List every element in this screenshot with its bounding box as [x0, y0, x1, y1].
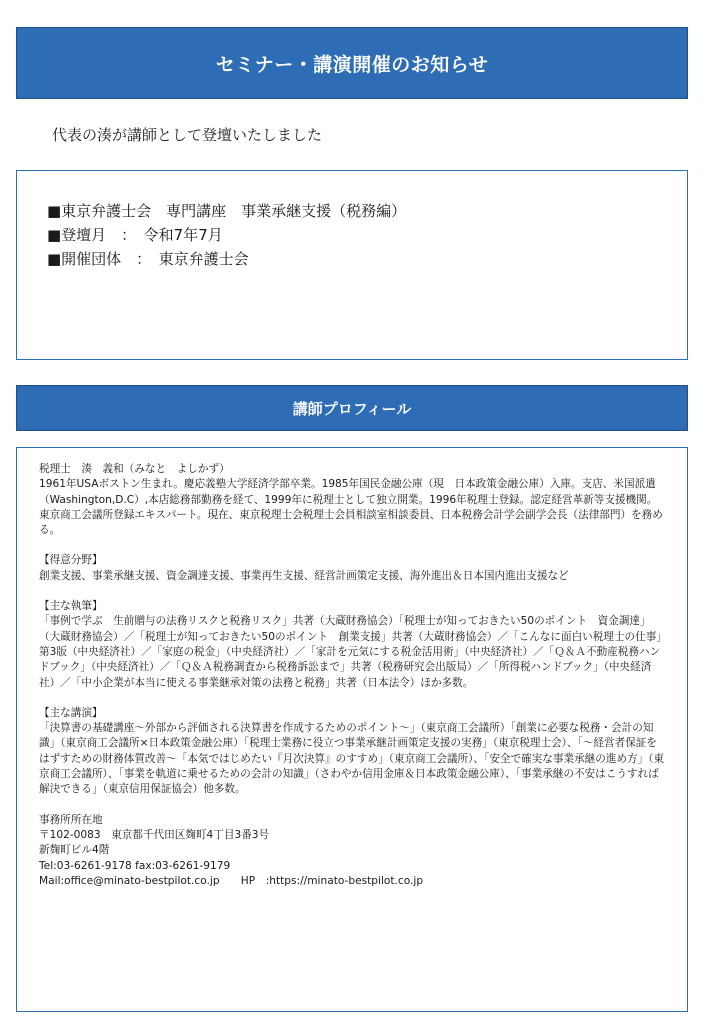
office-contact-links[interactable]: Mail:office@minato-bestpilot.co.jp HP :https://minato-bestpilot.co.jp: [39, 874, 424, 887]
lectures-heading: 【主な講演】: [39, 706, 103, 719]
seminar-organizer-line: ■開催団体 ： 東京弁護士会: [47, 250, 249, 268]
office-address: 〒102-0083 東京都千代田区麹町4丁目3番3号: [39, 828, 270, 841]
intro-text: 代表の湊が講師として登壇いたしました: [52, 126, 323, 144]
seminar-details-box: [16, 170, 688, 360]
office-building: 新麹町ビル4階: [39, 844, 110, 857]
specialty-heading: 【得意分野】: [39, 554, 103, 567]
lecturer-name: 税理士 湊 義和（みなと よしかず）: [39, 463, 230, 475]
profile-banner: [16, 385, 688, 431]
seminar-notice-banner: [16, 27, 688, 99]
lecturer-profile-box: [16, 447, 688, 1012]
profile-banner-title: 講師プロフィール: [292, 399, 412, 418]
writings-text: 「事例で学ぶ 生前贈与の法務リスクと税務リスク」共著（大蔵財務協会）「税理士が知っておきたい50のポイント 資金調達」（大蔵財務協会）／「税理士が知っておきたい50のポイント 創業支援」共著（大蔵財務協会）／「こんなに面白い税理士の仕事」第3版（中央経済社）／「家庭の税金」（中央経済社）／「家計を元気にする税金活用術」（中央経済社）／「Ｑ＆Ａ不動産税務ハンドブック」（中央経済社）／「Ｑ＆Ａ税務調査から税務訴訟まで」共著（税務研究会出版局）／「所得税ハンドブック」（中央経済社）／「中小企業が本当に使える事業継承対策の法務と税務」共著（日本法令）ほか多数。: [39, 615, 662, 689]
lectures-text: 「決算書の基礎講座～外部から評価される決算書を作成するためのポイント～」（東京商工会議所）「創業に必要な税務・会計の知識」（東京商工会議所×日本政策金融公庫）「税理士業務に役立つ事業承継計画策定支援の実務」（東京税理士会）、「～経営者保証をはずすための財務体質改善～「本気ではじめたい『月次決算』のすすめ」（東京商工会議所）、「安全で確実な事業承継の進め方」（東京商工会議所）、「事業を軌道に乗せるための会計の知識」（さわやか信用金庫＆日本政策金融公庫）、「事業承継の不安はこうすれば解決できる」（東京信用保証協会）他多数。: [39, 722, 665, 796]
lecturer-bio: 1961年USAボストン生まれ。慶応義塾大学経済学部卒業。1985年国民金融公庫（現 日本政策金融公庫）入庫。支店、米国派遣（Washington,D.C）,本店総務部勤務を経て、1999年に税理士として独立開業。1996年税理士登録。認定経営革新等支援機関。東京商工会議所登録エキスパート。現在、東京税理士会税理士会員相談室相談委員、日本税務会計学会副学会長（法律部門）を務める。: [39, 478, 663, 537]
office-phone: Tel:03-6261-9178 fax:03-6261-9179: [39, 859, 231, 872]
seminar-month-line: ■登壇月 ： 令和7年7月: [47, 226, 223, 244]
specialty-text: 創業支援、事業承継支援、資金調達支援、事業再生支援、経営計画策定支援、海外進出＆日本国内進出支援など: [39, 569, 569, 582]
seminar-course-line: ■東京弁護士会 専門講座 事業承継支援（税務編）: [47, 202, 407, 220]
office-heading: 事務所所在地: [39, 813, 103, 826]
writings-heading: 【主な執筆】: [39, 600, 103, 613]
banner-title: セミナー・講演開催のお知らせ: [215, 53, 489, 76]
